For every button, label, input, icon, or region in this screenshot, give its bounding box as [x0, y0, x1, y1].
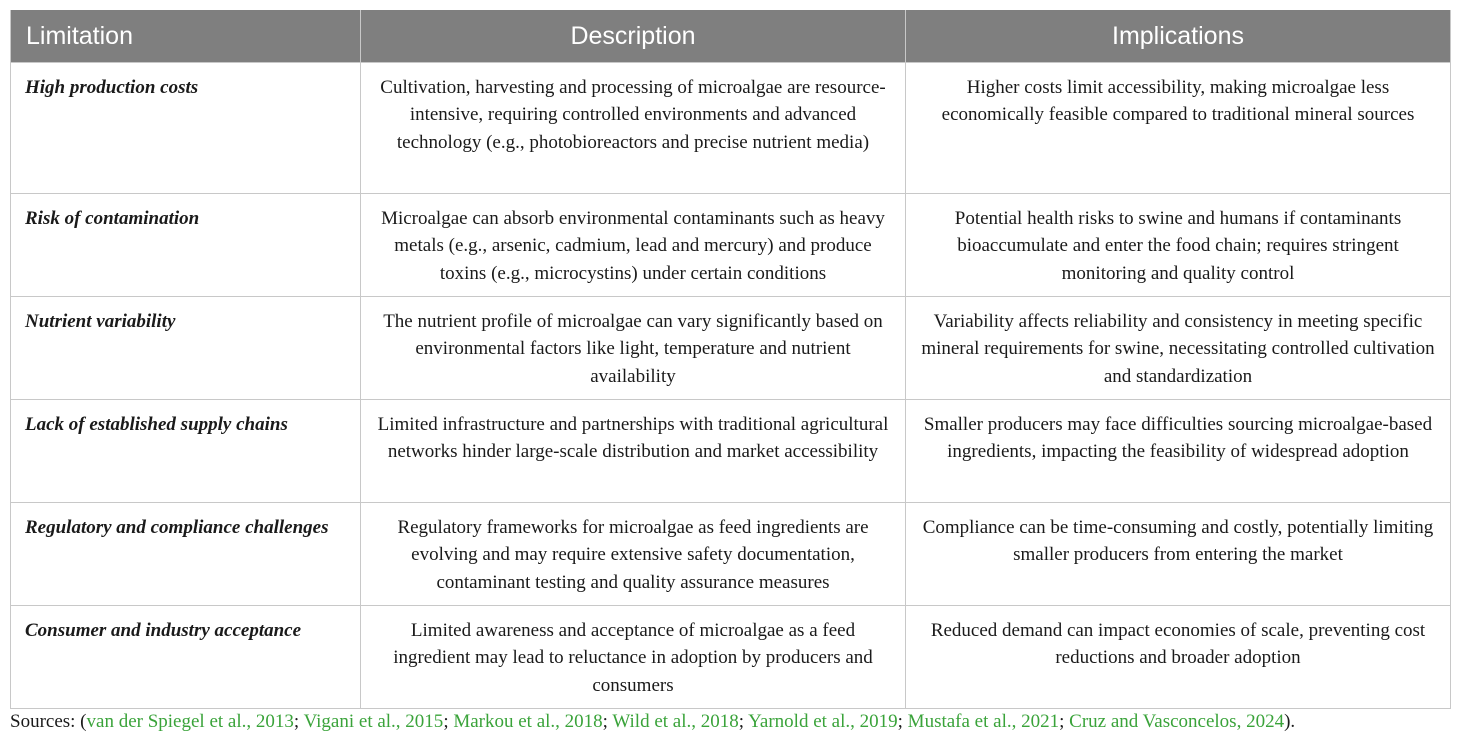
- limitation-cell: Regulatory and compliance challenges: [11, 503, 361, 606]
- citation-separator: ;: [897, 711, 908, 732]
- table-header-row: [11, 10, 1451, 63]
- sources-suffix: ).: [1284, 711, 1296, 732]
- citation-separator: ;: [1059, 711, 1070, 732]
- limitations-table: [10, 10, 1451, 709]
- citation-separator: ;: [443, 711, 454, 732]
- implications-cell: Smaller producers may face difficulties sourcing microalgae-based ingredients, impacting the feasibility of widespread adoption: [906, 400, 1451, 503]
- implications-cell: Reduced demand can impact economies of scale, preventing cost reductions and broader adoption: [906, 606, 1451, 709]
- citation-link[interactable]: Mustafa et al., 2021: [907, 711, 1060, 732]
- table-row: [11, 63, 1451, 194]
- table-row: [11, 606, 1451, 709]
- limitation-cell: High production costs: [11, 63, 361, 194]
- implications-cell: Potential health risks to swine and humans if contaminants bioaccumulate and enter the food chain; requires stringent monitoring and quality control: [906, 194, 1451, 297]
- header-description: Description: [361, 10, 906, 63]
- description-cell: Cultivation, harvesting and processing of microalgae are resource-intensive, requiring controlled environments and advanced technology (e.g., photobioreactors and precise nutrient media): [361, 63, 906, 194]
- description-cell: Microalgae can absorb environmental contaminants such as heavy metals (e.g., arsenic, cadmium, lead and mercury) and produce toxins (e.g., microcystins) under certain conditions: [361, 194, 906, 297]
- table-row: [11, 400, 1451, 503]
- description-cell: Limited awareness and acceptance of microalgae as a feed ingredient may lead to reluctance in adoption by producers and consumers: [361, 606, 906, 709]
- limitation-cell: Risk of contamination: [11, 194, 361, 297]
- citation-link[interactable]: Wild et al., 2018: [612, 711, 739, 732]
- table-row: [11, 503, 1451, 606]
- limitation-cell: Nutrient variability: [11, 297, 361, 400]
- header-limitation: Limitation: [11, 10, 361, 63]
- sources-prefix: Sources: (: [10, 711, 87, 732]
- citation-link[interactable]: Markou et al., 2018: [453, 711, 603, 732]
- citation-separator: ;: [293, 711, 304, 732]
- limitations-table-container: [10, 10, 1450, 709]
- citation-link[interactable]: van der Spiegel et al., 2013: [86, 711, 294, 732]
- citation-separator: ;: [738, 711, 749, 732]
- limitation-cell: Consumer and industry acceptance: [11, 606, 361, 709]
- citation-separator: ;: [602, 711, 613, 732]
- implications-cell: Higher costs limit accessibility, making microalgae less economically feasible compared to traditional mineral sources: [906, 63, 1451, 194]
- implications-cell: Compliance can be time-consuming and costly, potentially limiting smaller producers from entering the market: [906, 503, 1451, 606]
- table-row: [11, 297, 1451, 400]
- description-cell: Limited infrastructure and partnerships with traditional agricultural networks hinder large-scale distribution and market accessibility: [361, 400, 906, 503]
- limitation-cell: Lack of established supply chains: [11, 400, 361, 503]
- description-cell: Regulatory frameworks for microalgae as feed ingredients are evolving and may require extensive safety documentation, contaminant testing and quality assurance measures: [361, 503, 906, 606]
- citation-link[interactable]: Cruz and Vasconcelos, 2024: [1069, 711, 1285, 732]
- description-cell: The nutrient profile of microalgae can vary significantly based on environmental factors like light, temperature and nutrient availability: [361, 297, 906, 400]
- citation-link[interactable]: Yarnold et al., 2019: [748, 711, 898, 732]
- sources-note: [10, 711, 1295, 733]
- implications-cell: Variability affects reliability and consistency in meeting specific mineral requirements for swine, necessitating controlled cultivation and standardization: [906, 297, 1451, 400]
- table-row: [11, 194, 1451, 297]
- citation-link[interactable]: Vigani et al., 2015: [303, 711, 444, 732]
- header-implications: Implications: [906, 10, 1451, 63]
